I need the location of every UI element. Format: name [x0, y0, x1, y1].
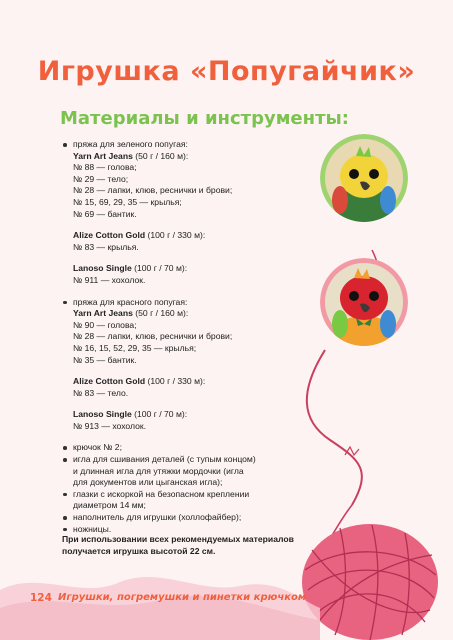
- list-item: № 16, 15, 52, 29, 35 — крылья;: [73, 342, 197, 353]
- book-title: Игрушки, погремушки и пинетки крючком: [58, 592, 307, 603]
- page-title: Игрушка «Попугайчик»: [37, 56, 416, 87]
- page-number: 124: [30, 592, 52, 604]
- list-item: № 29 — тело;: [73, 173, 129, 184]
- list-item: Alize Cotton Gold (100 г / 330 м):: [73, 230, 206, 241]
- list-item: пряжа для красного попугая:: [62, 297, 324, 309]
- list-item: № 911 — хохолок.: [73, 274, 146, 285]
- list-item: Yarn Art Jeans (50 г / 160 м):: [73, 150, 189, 161]
- list-item: № 28 — лапки, клюв, реснички и брови;: [73, 185, 233, 196]
- green-parrot-photo: [320, 134, 408, 222]
- list-item: Alize Cotton Gold (100 г / 330 м):: [73, 376, 206, 387]
- list-item: № 69 — бантик.: [73, 208, 137, 219]
- size-note: При использовании всех рекомендуемых материалов получается игрушка высотой 22 см.: [62, 534, 294, 556]
- materials-list: [62, 139, 324, 535]
- list-item: ножницы.: [62, 524, 324, 536]
- list-item: Lanoso Single (100 г / 70 м):: [73, 263, 188, 274]
- list-item: № 28 — лапки, клюв, реснички и брови;: [73, 331, 233, 342]
- list-item: № 88 — голова;: [73, 162, 137, 173]
- list-item: наполнитель для игрушки (холлофайбер);: [62, 512, 324, 524]
- list-item: № 15, 69, 29, 35 — крылья;: [73, 196, 182, 207]
- section-heading: Материалы и инструменты:: [60, 108, 349, 129]
- list-item: крючок № 2;: [62, 442, 324, 454]
- list-item: № 35 — бантик.: [73, 354, 137, 365]
- list-item: диаметром 14 мм;: [73, 500, 146, 511]
- red-parrot-photo: [320, 258, 408, 346]
- list-item: № 83 — тело.: [73, 387, 129, 398]
- list-item: № 913 — хохолок.: [73, 420, 147, 431]
- list-item: № 83 — крылья.: [73, 241, 139, 252]
- list-item: № 90 — голова;: [73, 319, 137, 330]
- list-item: Lanoso Single (100 г / 70 м):: [73, 409, 188, 420]
- list-item: глазки с искоркой на безопасном креплении: [62, 489, 324, 501]
- list-item: Yarn Art Jeans (50 г / 160 м):: [73, 308, 189, 319]
- list-item: игла для сшивания деталей (с тупым концом): [62, 454, 324, 466]
- list-item: и длинная игла для утяжки мордочки (игла: [73, 465, 244, 476]
- list-item: пряжа для зеленого попугая:: [62, 139, 324, 151]
- list-item: для документов или цыганская игла);: [73, 477, 223, 488]
